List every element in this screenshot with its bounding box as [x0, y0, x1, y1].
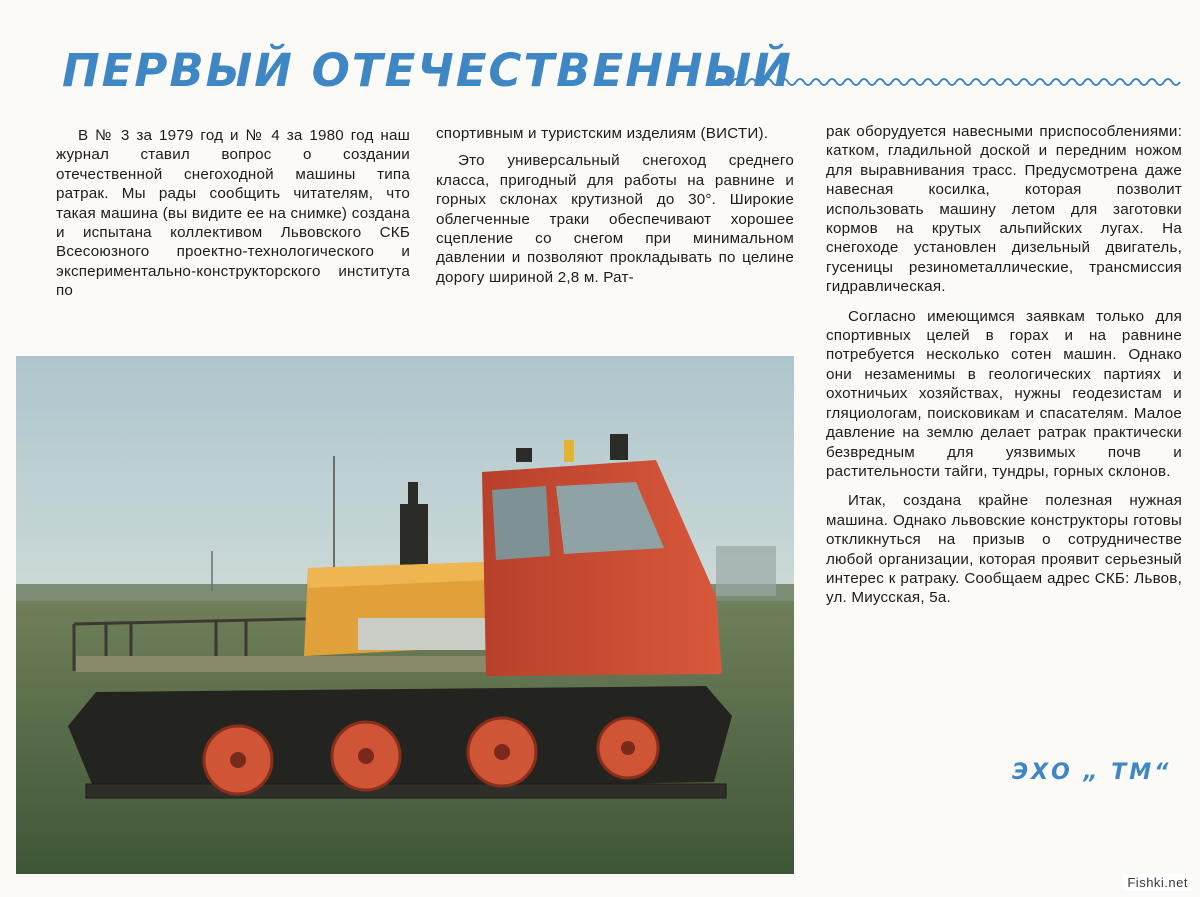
- signature-ekho-tm: ЭХО „ ТМ“: [1012, 760, 1172, 785]
- snowcat-photo: [16, 356, 794, 874]
- column-2-paragraph-2: Это универсальный снегоход среднего класса, пригодный для работы на равнине и горных склонах крутизной до 30°. Широкие облегченные траки обеспечивают хорошее сцепление со снегом при минимальном давлении и позволяют прокладывать по целине дорогу шириной 2,8 м. Рат-: [436, 152, 794, 286]
- column-3-paragraph-1: рак оборудуется навесными приспособлениями: катком, гладильной доской и передним ножом для выравнивания трасс. Предусмотрена даже навесная косилка, которая позволит использовать машину летом для заготовки кормов на крутых альпийских лугах. На снегоходе установлен дизельный двигатель, гусеницы резинометаллические, трансмиссия гидравлическая.: [826, 123, 1182, 296]
- site-watermark: Fishki.net: [1123, 874, 1192, 891]
- article-column-1: В № 3 за 1979 год и № 4 за 1980 год наш журнал ставил вопрос о создании отечественной снегоходной машины типа ратрак. Мы рады сообщить читателям, что такая машина (вы видите ее на снимке) создана и испытана коллективом Львовского СКБ Всесоюзного проектно-технологического и экспериментально-конструкторского института по: [56, 127, 410, 300]
- column-3-paragraph-2: Согласно имеющимся заявкам только для спортивных целей в горах и на равнине потребуется несколько сотен машин. Однако они незаменимы в геологических партиях и охотничьих хозяйствах, нужны геодезистам и гляциологам, поисковикам и спасателям. Малое давление на землю делает ратрак практически безвредным для уязвимых почв и растительности тайги, тундры, горных склонов.: [826, 307, 1182, 480]
- article-column-2: [436, 124, 794, 287]
- column-2-paragraph-1: спортивным и туристским изделиям (ВИСТИ).: [436, 125, 769, 142]
- snowcat-illustration: [16, 356, 794, 874]
- article-column-3: [826, 122, 1182, 618]
- article-title: ПЕРВЫЙ ОТЕЧЕСТВЕННЫЙ: [62, 44, 793, 97]
- column-3-paragraph-3: Итак, создана крайне полезная нужная машина. Однако львовские конструкторы готовы откликнуться на призыв о сотрудничестве любой организации, которая проявит серьезный интерес к ратраку. Сообщаем адрес СКБ: Львов, ул. Миусская, 5а.: [826, 492, 1182, 607]
- title-wave-decoration: [716, 72, 1184, 92]
